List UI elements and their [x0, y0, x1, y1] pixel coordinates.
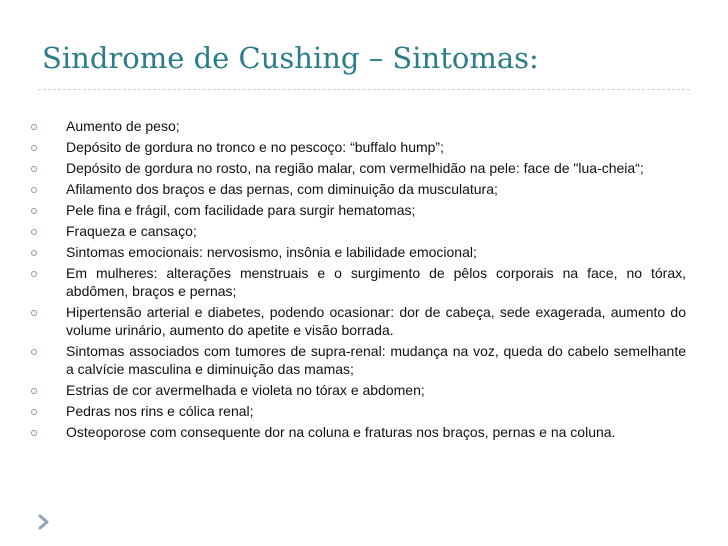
list-item [0, 342, 686, 378]
list-item [0, 264, 686, 300]
list-item [0, 243, 686, 261]
bullet-circle-icon [31, 430, 37, 436]
list-item-text: Sintomas emocionais: nervosismo, insônia e labilidade emocional; [66, 244, 477, 260]
bullet-circle-icon [31, 271, 37, 277]
list-item-text: Hipertensão arterial e diabetes, podendo ocasionar: dor de cabeça, sede exagerada, aumento do volume urinário, aumento do apetite e visão borrada. [66, 304, 686, 338]
list-item-text: Depósito de gordura no tronco e no pescoço: “buffalo hump”; [66, 139, 444, 155]
list-item [0, 180, 686, 198]
list-item-text: Pedras nos rins e cólica renal; [66, 403, 254, 419]
bullet-circle-icon [31, 166, 37, 172]
list-item [0, 402, 686, 420]
list-item-text: Afilamento dos braços e das pernas, com diminuição da musculatura; [66, 181, 498, 197]
bullet-circle-icon [31, 250, 37, 256]
bullet-circle-icon [31, 310, 37, 316]
list-item [0, 381, 686, 399]
bullet-circle-icon [31, 229, 37, 235]
list-item [0, 423, 686, 441]
symptom-list [0, 117, 728, 444]
bullet-circle-icon [31, 388, 37, 394]
bullet-circle-icon [31, 409, 37, 415]
list-item-text: Pele fina e frágil, com facilidade para surgir hematomas; [66, 202, 416, 218]
slide-title: Sindrome de Cushing – Sintomas: [42, 41, 539, 75]
list-item-text: Estrias de cor avermelhada e violeta no tórax e abdomen; [66, 382, 425, 398]
list-item [0, 201, 686, 219]
chevron-right-icon[interactable] [38, 514, 51, 530]
list-item-text: Aumento de peso; [66, 118, 180, 134]
list-item-text: Depósito de gordura no rosto, na região malar, com vermelhidão na pele: face de "lua-cheia“; [66, 160, 644, 176]
bullet-circle-icon [31, 349, 37, 355]
bullet-circle-icon [31, 145, 37, 151]
list-item [0, 159, 686, 177]
bullet-circle-icon [31, 124, 37, 130]
list-item [0, 117, 686, 135]
bullet-circle-icon [31, 187, 37, 193]
list-item-text: Sintomas associados com tumores de supra-renal: mudança na voz, queda do cabelo semelhante a calvície masculina e diminuição das mamas; [66, 343, 686, 377]
title-divider [38, 89, 690, 90]
list-item-text: Em mulheres: alterações menstruais e o surgimento de pêlos corporais na face, no tórax, abdômen, braços e pernas; [66, 265, 686, 299]
list-item [0, 138, 686, 156]
list-item-text: Fraqueza e cansaço; [66, 223, 197, 239]
list-item-text: Osteoporose com consequente dor na coluna e fraturas nos braços, pernas e na coluna. [66, 424, 616, 440]
list-item [0, 222, 686, 240]
list-item [0, 303, 686, 339]
bullet-circle-icon [31, 208, 37, 214]
